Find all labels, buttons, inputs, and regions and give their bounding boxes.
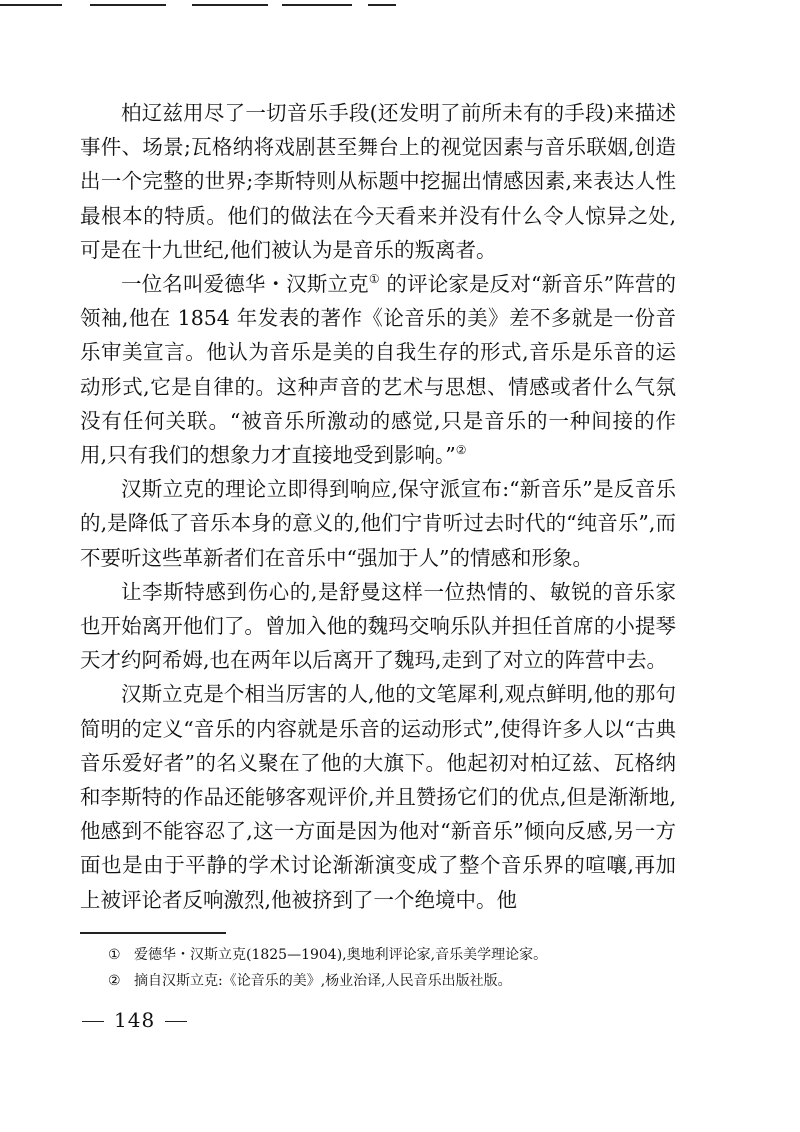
footnote-divider [80, 932, 226, 934]
page-number-right-dash [165, 1021, 187, 1023]
footnotes [108, 942, 668, 994]
footnote-1-text: 爱德华・汉斯立克(1825—1904),奥地利评论家,音乐美学理论家。 [134, 947, 548, 963]
footnote-2-mark: ② [108, 973, 121, 989]
paragraph-1: 柏辽兹用尽了一切音乐手段(还发明了前所未有的手段)来描述事件、场景;瓦格纳将戏剧甚至舞台上的视觉因素与音乐联姻,创造出一个完整的世界;李斯特则从标题中挖掘出情感因素,来表达人性最根本的特质。他们的做法在今天看来并没有什么令人惊异之处,可是在十九世纪,他们被认为是音乐的叛离者。 [80, 101, 676, 262]
top-rule-4 [282, 4, 352, 6]
paragraph-2 [80, 267, 676, 472]
footnote-2-text: 摘自汉斯立克:《论音乐的美》,杨业治译,人民音乐出版社版。 [134, 973, 512, 989]
footnote-ref-2[interactable]: ② [455, 443, 467, 458]
page-number-value: 148 [114, 1008, 156, 1032]
footnote-1 [108, 942, 668, 968]
paragraph-2-part-a: 一位名叫爱德华・汉斯立克 [121, 272, 369, 297]
top-rule-1 [0, 4, 62, 6]
main-text [80, 96, 676, 917]
paragraph-3: 汉斯立克的理论立即得到响应,保守派宣布:“新音乐”是反音乐的,是降低了音乐本身的意义的,他们宁肯听过去时代的“纯音乐”,而不要听这些革新者们在音乐中“强加于人”的情感和形象。 [80, 477, 676, 570]
top-decorative-rules [0, 4, 800, 10]
footnote-ref-1[interactable]: ① [368, 272, 380, 287]
paragraph-5: 汉斯立克是个相当厉害的人,他的文笔犀利,观点鲜明,他的那句简明的定义“音乐的内容就是乐音的运动形式”,使得许多人以“古典音乐爱好者”的名义聚在了他的大旗下。他起初对柏辽兹、瓦格纳和李斯特的作品还能够客观评价,并且赞扬它们的优点,但是渐渐地,他感到不能容忍了,这一方面是因为他对“新音乐”倾向反感,另一方面也是由于平静的学术讨论渐渐演变成了整个音乐界的喧嚷,再加上被评论者反响激烈,他被挤到了一个绝境中。他 [80, 682, 676, 912]
footnote-2 [108, 968, 668, 994]
paragraph-4: 让李斯特感到伤心的,是舒曼这样一位热情的、敏锐的音乐家也开始离开他们了。曾加入他的魏玛交响乐队并担任首席的小提琴天才约阿希姆,也在两年以后离开了魏玛,走到了对立的阵营中去。 [80, 579, 676, 673]
page-number-left-dash [82, 1021, 104, 1023]
page-number [82, 1008, 197, 1032]
top-rule-3 [192, 4, 268, 6]
footnote-1-mark: ① [108, 947, 121, 963]
top-rule-5 [368, 4, 396, 6]
top-rule-2 [90, 4, 166, 6]
paragraph-2-part-b: 的评论家是反对“新音乐”阵营的领袖,他在 1854 年发表的著作《论音乐的美》差不多就是一份音乐审美宣言。他认为音乐是美的自我生存的形式,音乐是乐音的运动形式,它是自律的。这种声音的艺术与思想、情感或者什么气氛没有任何关联。“被音乐所激动的感觉,只是音乐的一种间接的作用,只有我们的想象力才直接地受到影响。” [80, 272, 677, 468]
